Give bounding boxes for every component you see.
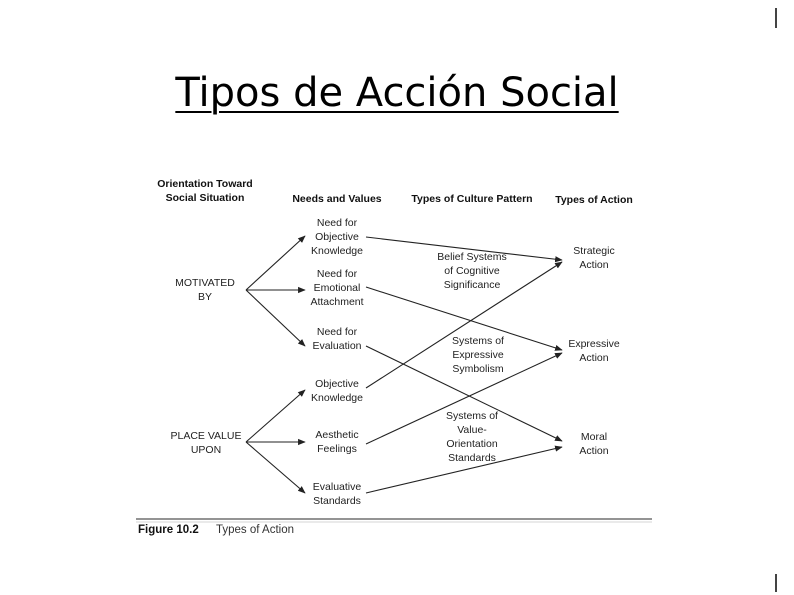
action-moral: Moral Action (579, 431, 609, 457)
culture-expressive-symbolism: Systems of Expressive Symbolism (452, 335, 504, 375)
culture-value-orientation: Systems of Value- Orientation Standards (446, 410, 498, 464)
culture-belief-systems: Belief Systems of Cognitive Significance (437, 251, 507, 291)
need-objective-knowledge: Need for Objective Knowledge (311, 217, 363, 257)
action-strategic: Strategic Action (573, 245, 615, 271)
orientation-place-value-upon: PLACE VALUE UPON (170, 430, 242, 456)
header-needs-values: Needs and Values (292, 193, 382, 205)
need-evaluation: Need for Evaluation (312, 326, 362, 352)
value-objective-knowledge: Objective Knowledge (311, 378, 363, 404)
value-evaluative-standards: Evaluative Standards (312, 481, 362, 507)
scan-mark-bottom-right (775, 574, 777, 592)
scan-mark-top-right (775, 8, 777, 28)
figure-number: Figure 10.2 (138, 524, 199, 536)
orientation-motivated-by: MOTIVATED BY (175, 277, 235, 303)
need-emotional-attachment: Need for Emotional Attachment (310, 268, 364, 308)
slide-title: Tipos de Acción Social (175, 70, 619, 116)
header-culture-pattern: Types of Culture Pattern (411, 193, 533, 205)
value-aesthetic-feelings: Aesthetic Feelings (315, 429, 359, 455)
branch-motivated-to-knowledge-need (246, 236, 305, 290)
header-types-of-action: Types of Action (555, 194, 633, 206)
figure-caption: Types of Action (216, 524, 294, 536)
branch-motivated-to-evaluation-need (246, 290, 305, 346)
header-orientation: Orientation Toward Social Situation (157, 178, 253, 204)
action-expressive: Expressive Action (568, 338, 620, 364)
